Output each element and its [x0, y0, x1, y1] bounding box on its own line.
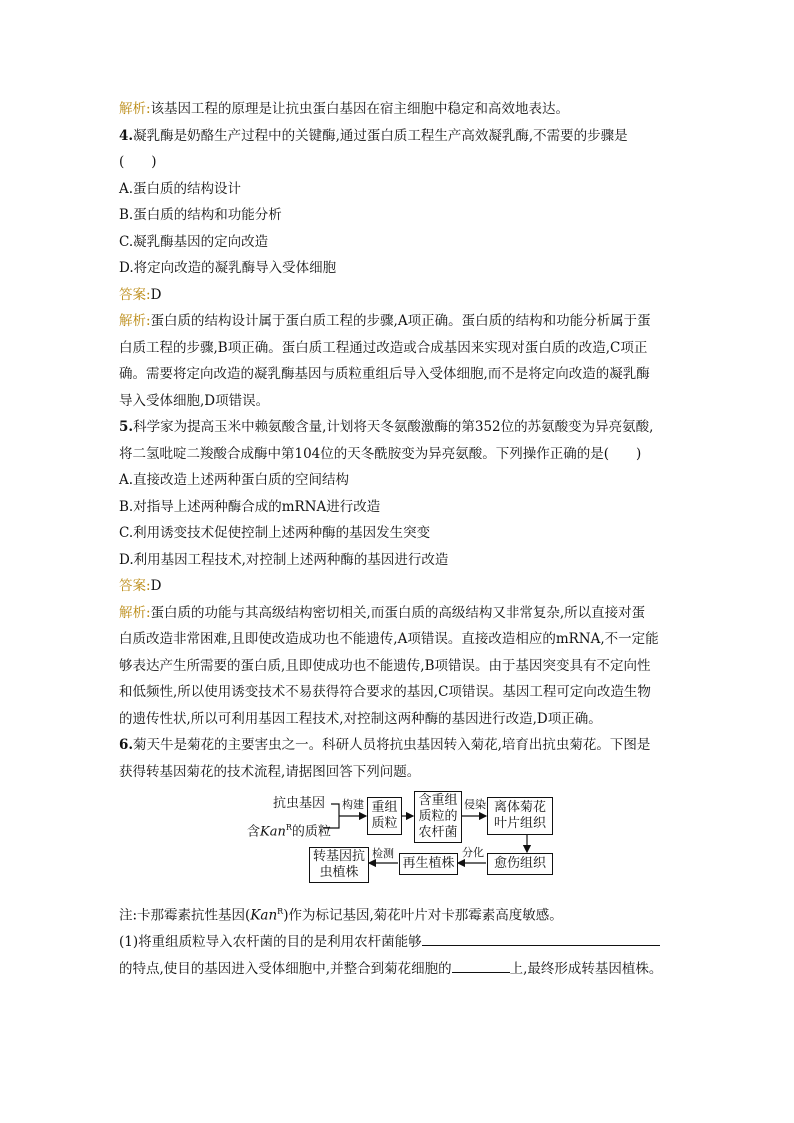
note-prefix: 注:卡那霉素抗性基因( [119, 907, 251, 924]
q5-analysis-line: 白质改造非常困难,且即使改造成功也不能遗传,A项错误。直接改造相应的mRNA,不一定能 [119, 631, 659, 647]
q5-option-a: A.直接改造上述两种蛋白质的空间结构 [119, 472, 350, 488]
q4-option-d: D.将定向改造的凝乳酶导入受体细胞 [119, 260, 337, 276]
q5-stem-line [119, 414, 679, 441]
box-text: 离体菊花 [493, 800, 546, 815]
question-stem: 科学家为提高玉米中赖氨酸含量,计划将天冬氨酸激酶的第352位的苏氨酸变为异亮氨酸, [133, 419, 654, 435]
box-text: 农杆菌 [418, 825, 458, 840]
plasmid-kan: Kan [260, 824, 286, 840]
box-transgenic-plant [309, 847, 369, 883]
plasmid-sup: R [285, 823, 292, 832]
q4-option-c: C.凝乳酶基因的定向改造 [119, 233, 269, 250]
q6-sub1-line1 [119, 929, 679, 956]
q6-stem-line: 获得转基因菊花的技术流程,请据图回答下列问题。 [119, 763, 421, 780]
sub1-text: 的特点,使目的基因进入受体细胞中,并整合到菊花细胞的 [119, 960, 452, 977]
answer-blank[interactable] [452, 958, 510, 973]
q6-sub1-line2 [119, 956, 679, 983]
q5-option-b: B.对指导上述两种酶合成的mRNA进行改造 [119, 498, 381, 515]
answer-label: 答案: [119, 578, 151, 594]
q4-answer [119, 282, 679, 309]
analysis-label: 解析: [119, 604, 151, 621]
q4-analysis-line: 导入受体细胞,D项错误。 [119, 392, 270, 409]
label-infect: 侵染 [464, 798, 486, 811]
q3-analysis [119, 96, 679, 123]
q4-analysis-line: 确。需要将定向改造的凝乳酶基因与质粒重组后导入受体细胞,而不是将定向改造的凝乳酶 [119, 366, 650, 382]
question-number: 4. [119, 127, 134, 144]
q4-option-a: A.蛋白质的结构设计 [119, 180, 242, 197]
box-text: 质粒的 [418, 809, 458, 824]
analysis-text: 该基因工程的原理是让抗虫蛋白基因在宿主细胞中稳定和高效地表达。 [150, 101, 570, 117]
q4-analysis-line [119, 308, 679, 335]
q5-answer [119, 573, 679, 600]
flow-diagram [119, 791, 679, 895]
q5-analysis-line: 和低频性,所以使用诱变技术不易获得符合要求的基因,C项错误。基因工程可定向改造生物 [119, 684, 651, 700]
box-leaf-tissue [487, 797, 553, 835]
note-kan: Kan [250, 907, 278, 924]
answer-label: 答案: [119, 286, 151, 303]
note-suffix: )作为标记基因,菊花叶片对卡那霉素高度敏感。 [283, 907, 563, 924]
q5-analysis-line: 的遗传性状,所以可利用基因工程技术,对控制这两种酶的基因进行改造,D项正确。 [119, 710, 602, 727]
answer-value: D [150, 286, 162, 303]
analysis-label: 解析: [119, 101, 151, 117]
q5-stem-line: 将二氢吡啶二羧酸合成酶中第104位的天冬酰胺变为异亮氨酸。下列操作正确的是( ) [119, 445, 642, 462]
box-text: 质粒 [371, 816, 398, 831]
box-text: 再生植株 [402, 856, 455, 871]
box-callus [487, 853, 553, 875]
box-text: 虫植株 [319, 865, 359, 880]
q5-option-d: D.利用基因工程技术,对控制上述两种酶的基因进行改造 [119, 551, 449, 568]
box-text: 叶片组织 [493, 816, 546, 831]
sub1-text: 上,最终形成转基因植株。 [509, 960, 663, 977]
answer-value: D [150, 578, 162, 594]
q5-option-c: C.利用诱变技术促使控制上述两种酶的基因发生突变 [119, 525, 431, 541]
plasmid-suffix: 的质粒 [291, 824, 331, 840]
q5-analysis-line [119, 600, 679, 627]
q6-stem-line [119, 732, 679, 759]
question-stem: 菊天牛是菊花的主要害虫之一。科研人员将抗虫基因转入菊花,培育出抗虫菊花。下图是 [133, 737, 651, 753]
q6-note [119, 899, 679, 929]
plasmid-prefix: 含 [247, 824, 261, 840]
analysis-label: 解析: [119, 313, 151, 329]
q4-analysis-line: 白质工程的步骤,B项正确。蛋白质工程通过改造或合成基因来实现对蛋白质的改造,C项正 [119, 339, 648, 356]
box-recombinant-plasmid [367, 797, 402, 835]
box-regenerated-plant [399, 853, 458, 875]
q5-analysis-line: 够表达产生所需要的蛋白质,且即使成功也不能遗传,B项错误。由于基因突变具有不定向性 [119, 657, 651, 674]
question-number: 6. [119, 737, 134, 753]
label-differentiate: 分化 [462, 846, 484, 859]
box-text: 转基因抗 [312, 849, 365, 864]
input-gene: 抗虫基因 [273, 796, 326, 811]
q4-paren: ( ) [119, 154, 157, 170]
note-sup: R [277, 907, 284, 916]
box-text: 愈伤组织 [493, 856, 546, 871]
box-agrobacterium [414, 791, 462, 843]
label-detect: 检测 [372, 847, 394, 860]
question-stem: 凝乳酶是奶酪生产过程中的关键酶,通过蛋白质工程生产高效凝乳酶,不需要的步骤是 [133, 127, 628, 144]
q4-stem [119, 123, 679, 150]
analysis-text: 蛋白质的结构设计属于蛋白质工程的步骤,A项正确。蛋白质的结构和功能分析属于蛋 [150, 313, 651, 329]
analysis-text: 蛋白质的功能与其高级结构密切相关,而蛋白质的高级结构又非常复杂,所以直接对蛋 [150, 604, 646, 621]
label-build: 构建 [342, 798, 364, 811]
q4-option-b: B.蛋白质的结构和功能分析 [119, 207, 282, 223]
question-number: 5. [119, 419, 134, 435]
input-plasmid [247, 820, 331, 840]
box-text: 重组 [371, 800, 398, 815]
answer-blank[interactable] [422, 931, 660, 946]
document-page [119, 96, 679, 982]
sub1-text: (1)将重组质粒导入农杆菌的目的是利用农杆菌能够 [119, 934, 422, 950]
box-text: 含重组 [418, 793, 458, 808]
